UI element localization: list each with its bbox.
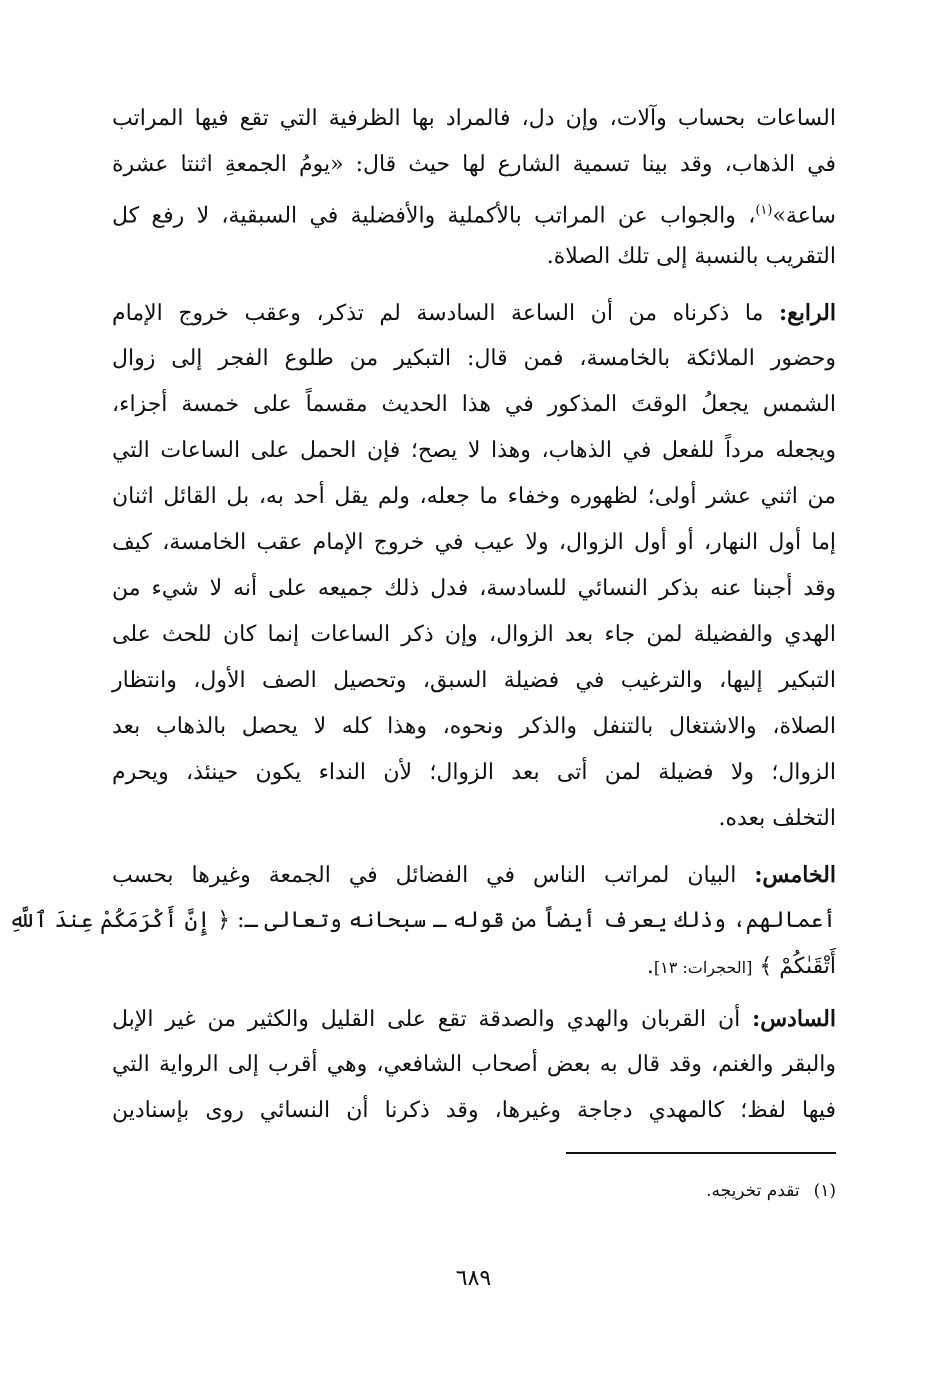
quran-reference: [الحجرات: ١٣] [653,958,753,977]
paragraph-4 [112,996,836,1134]
quran-verse: أَتْقَىٰكُمْ ﴾ [759,954,836,979]
text-line [112,290,836,336]
text-line: فيها لفظ؛ كالمهدي دجاجة وغيرها، وقد ذكرنا أن النسائي روى بإسنادين [112,1098,836,1123]
text-fragment: أن القربان والهدي والصدقة تقع على القليل والكثير من غير الإبل [112,1007,753,1032]
text-line: الهدي والفضيلة لمن جاء بعد الزوال، وإن ذكر الساعات إنما كان للحث على [112,622,836,647]
text-line [112,188,836,234]
text-line: وقد أجبنا عنه بذكر النسائي للسادسة، فدل ذلك جميعه على أنه لا شيء من [112,576,836,601]
text-line [112,852,836,898]
text-line: التخلف بعده. [718,806,836,831]
text-line: التقريب بالنسبة إلى تلك الصلاة. [546,244,836,269]
footnote-text: تقدم تخريجه. [706,1181,800,1201]
text-fragment: ما ذكرناه من أن الساعة السادسة لم تذكر، وعقب خروج الإمام [112,301,779,326]
paragraph-3 [8,852,836,990]
footnote-marker[interactable]: (١) [755,203,773,218]
text-fragment: البيان لمراتب الناس في الفضائل في الجمعة وغيرها بحسب [112,863,755,888]
text-line: وحضور الملائكة بالخامسة، فمن قال: التبكير من طلوع الفجر إلى زوال [112,346,836,371]
text-fragment: أعمالهم، وذلك يعرف أيضاً من قوله ـ سبحانه وتعالى ـ: [230,908,836,933]
text-line: والبقر والغنم، وقد قال به بعض أصحاب الشافعي، وهي أقرب إلى الرواية التي [112,1052,836,1077]
text-line: الشمس يجعلُ الوقتَ المذكور في هذا الحديث مقسماً على خمسة أجزاء، [112,392,836,417]
text-fragment: ساعة» [772,203,836,229]
footnote-number: (١) [813,1181,836,1201]
text-line [8,898,836,944]
paragraph-lead: الرابع: [778,300,836,326]
text-line: إما أول النهار، أو أول الزوال، ولا عيب في خروج الإمام عقب الخامسة، كيف [112,530,836,555]
text-line [112,996,836,1042]
text-line: الزوال؛ ولا فضيلة لمن أتى بعد الزوال؛ لأن النداء يكون حينئذ، ويحرم [112,760,836,785]
paragraph-lead: السادس: [752,1006,836,1032]
text-line: الساعات بحساب وآلات، وإن دل، فالمراد بها الظرفية التي تقع فيها المراتب [112,106,836,131]
page-number: ٦٨٩ [455,1266,492,1291]
paragraph-lead: الخامس: [754,862,836,888]
paragraph-2 [112,290,836,842]
text-line: ويجعله مرداً للفعل في الذهاب، وهذا لا يصح؛ فإن الحمل على الساعات التي [112,438,836,463]
text-line: في الذهاب، وقد بينا تسمية الشارع لها حيث قال: «يومُ الجمعةِ اثنتا عشرة [112,152,836,177]
quran-verse: ﴿ إِنَّ أَكْرَمَكُمْ عِندَ ٱللَّهِ [8,908,231,933]
text-line [112,944,836,990]
footnote-separator [566,1152,836,1154]
footnote [400,1176,836,1206]
text-fragment: . [646,954,654,979]
text-line: الصلاة، والاشتغال بالتنفل والذكر ونحوه، وهذا كله لا يحصل بالذهاب بعد [112,714,836,739]
text-line: التبكير إليها، والترغيب في فضيلة السبق، وتحصيل الصف الأول، وانتظار [112,668,836,693]
text-line: من اثني عشر أولى؛ لظهوره وخفاء ما جعله، ولم يقل أحد به، بل القائل اثنان [112,484,836,509]
paragraph-1 [112,96,836,280]
text-fragment: ، والجواب عن المراتب بالأكملية والأفضلية في السبقية، لا رفع كل [112,203,756,229]
